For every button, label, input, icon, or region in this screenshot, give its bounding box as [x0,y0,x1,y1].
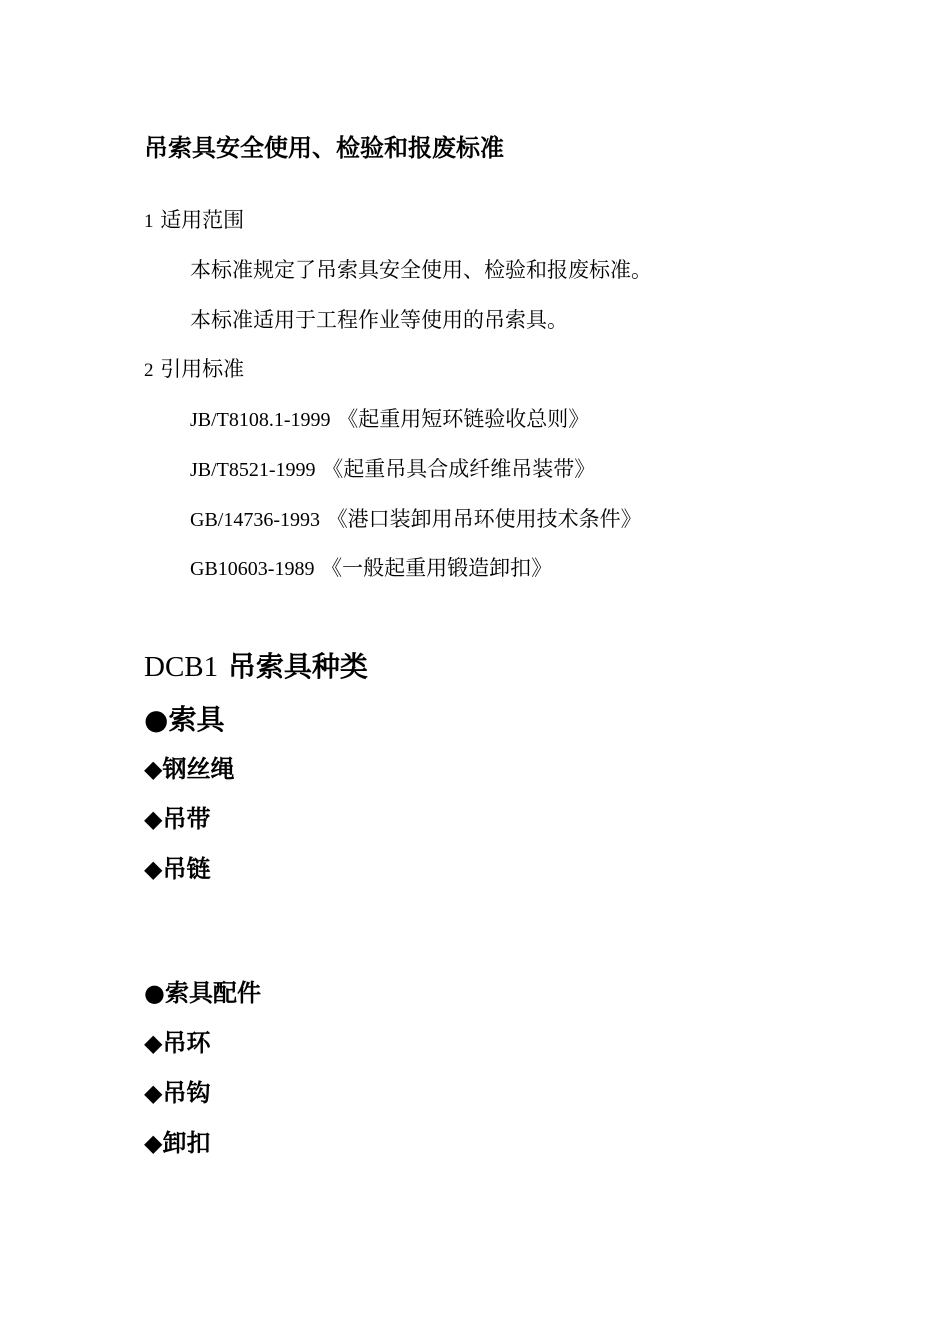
list-item-label: 卸扣 [162,1129,211,1157]
reference-name: 《起重吊具合成纤维吊装带》 [322,457,596,481]
list-item [144,857,210,881]
reference-code: JB/T8108.1-1999 [190,409,331,431]
list-item [144,1081,210,1105]
list-item [144,757,234,781]
list-item [144,807,210,831]
group-label: 索具配件 [164,979,261,1007]
reference-name: 《一般起重用锻造卸扣》 [321,556,553,580]
bullet-diamond-icon: ◆ [144,755,163,783]
section-title: 适用范围 [160,208,245,232]
bullet-diamond-icon: ◆ [144,1079,163,1107]
bullet-diamond-icon: ◆ [144,1029,163,1057]
list-item-label: 吊链 [162,855,211,883]
section-heading-references [144,359,244,380]
list-item [144,1031,210,1055]
reference-code: GB/14736-1993 [190,509,320,531]
reference-item [190,459,595,480]
section-title: 引用标准 [160,357,245,381]
list-item [144,1131,210,1155]
reference-code: GB10603-1989 [190,558,315,580]
reference-name: 《起重用短环链验收总则》 [337,407,590,431]
paragraph: 本标准规定了吊索具安全使用、检验和报废标准。 [190,258,652,282]
list-item-label: 吊环 [162,1029,211,1057]
bullet-diamond-icon: ◆ [144,855,163,883]
group-label: 索具 [168,703,225,736]
bullet-dot-icon: ● [144,979,165,1007]
bullet-diamond-icon: ◆ [144,805,163,833]
reference-name: 《港口装卸用吊环使用技术条件》 [326,507,642,531]
bullet-diamond-icon: ◆ [144,1129,163,1157]
list-item-label: 钢丝绳 [162,755,235,783]
dcb1-heading [144,650,368,683]
reference-item [190,558,552,579]
group-heading-rigging [144,703,225,736]
bullet-dot-icon: ● [144,703,169,736]
paragraph: 本标准适用于工程作业等使用的吊索具。 [190,308,568,332]
section-heading-scope [144,210,244,231]
group-heading-accessories [144,981,261,1005]
reference-item [190,409,589,430]
list-item-label: 吊钩 [162,1079,211,1107]
reference-code: JB/T8521-1999 [190,459,316,481]
dcb1-code: DCB1 [144,651,219,683]
section-number: 1 [144,211,154,232]
reference-item [190,509,642,530]
document-title: 吊索具安全使用、检验和报废标准 [144,134,504,162]
list-item-label: 吊带 [162,805,211,833]
section-number: 2 [144,360,154,381]
dcb1-title: 吊索具种类 [227,650,368,683]
